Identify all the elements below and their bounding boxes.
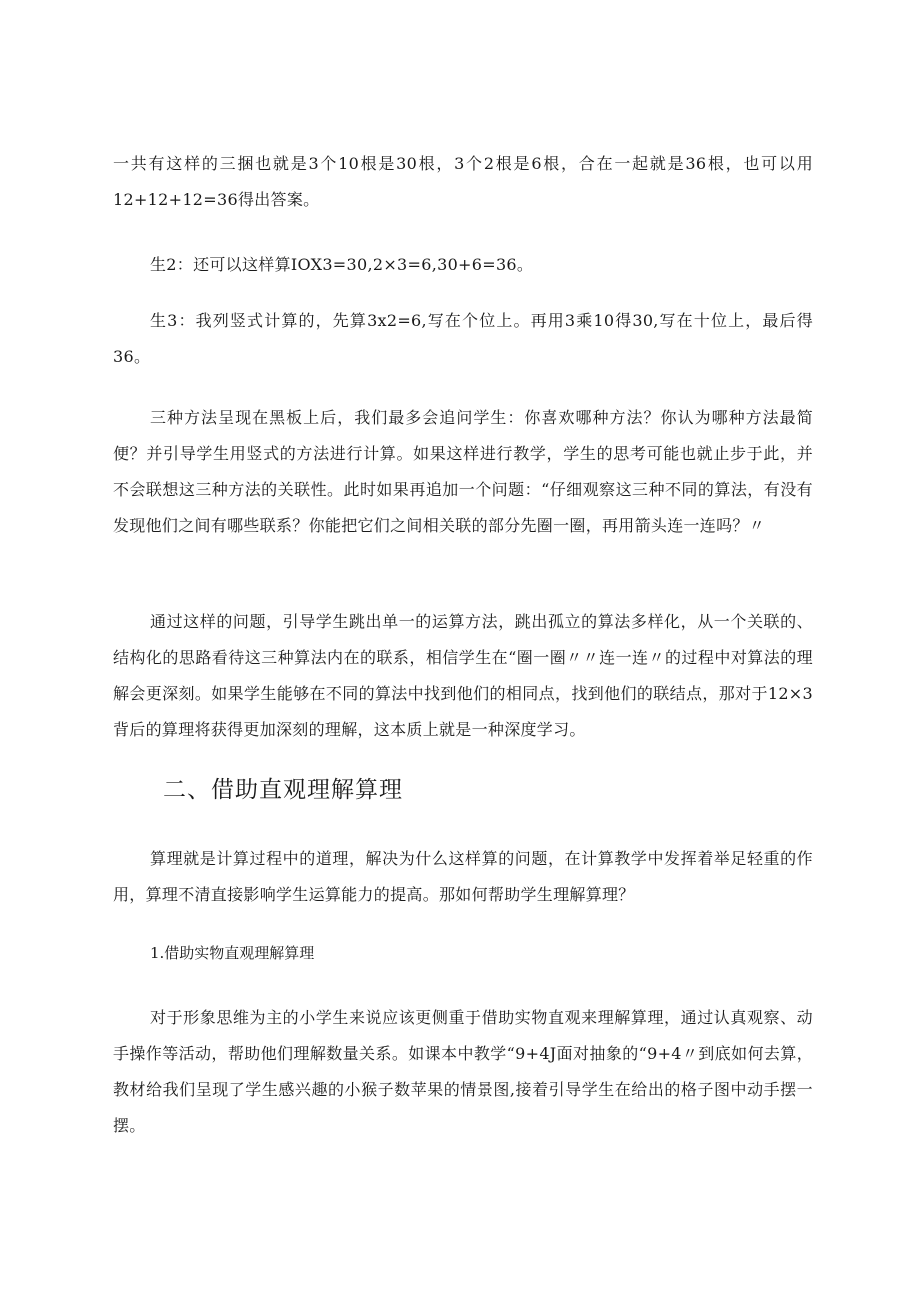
paragraph-student-2: 生2：还可以这样算IOX3=30,2×3=6,30+6=36。 — [150, 255, 534, 274]
paragraph-concrete-objects: 对于形象思维为主的小学生来说应该更侧重于借助实物直观来理解算理，通过认真观察、动手操作等活动，帮助他们理解数量关系。如课本中教学“9+4J面对抽象的“9+4〃到底如何去算，教材给我们呈现了学生感兴趣的小猴子数苹果的情景图,接着引导学生在给出的格子图中动手摆一摆。 — [113, 1008, 813, 1135]
subsection-heading: 1.借助实物直观理解算理 — [150, 944, 315, 962]
paragraph-counting-bundles: 一共有这样的三捆也就是3个10根是30根，3个2根是6根，合在一起就是36根，也可以用12+12+12=36得出答案。 — [113, 154, 813, 209]
paragraph-three-methods: 三种方法呈现在黑板上后，我们最多会追问学生：你喜欢哪种方法？你认为哪种方法最简便？并引导学生用竖式的方法进行计算。如果这样进行教学，学生的思考可能也就止步于此，并不会联想这三种方法的关联性。此时如果再追加一个问题：“仔细观察这三种不同的算法，有没有发现他们之间有哪些联系？你能把它们之间相关联的部分先圈一圈，再用箭头连一连吗？〃 — [113, 408, 813, 535]
paragraph-arithmetic-reason: 算理就是计算过程中的道理，解决为什么这样算的问题，在计算教学中发挥着举足轻重的作用，算理不清直接影响学生运算能力的提高。那如何帮助学生理解算理？ — [113, 849, 813, 904]
paragraph-student-3: 生3：我列竖式计算的，先算3x2=6,写在个位上。再用3乘10得30,写在十位上，最后得36。 — [113, 311, 813, 366]
paragraph-deep-learning: 通过这样的问题，引导学生跳出单一的运算方法，跳出孤立的算法多样化，从一个关联的、结构化的思路看待这三种算法内在的联系，相信学生在“圈一圈〃〃连一连〃的过程中对算法的理解会更深刻。如果学生能够在不同的算法中找到他们的相同点，找到他们的联结点，那对于12×3背后的算理将获得更加深刻的理解，这本质上就是一种深度学习。 — [113, 612, 813, 739]
section-heading: 二、借助直观理解算理 — [163, 777, 403, 803]
